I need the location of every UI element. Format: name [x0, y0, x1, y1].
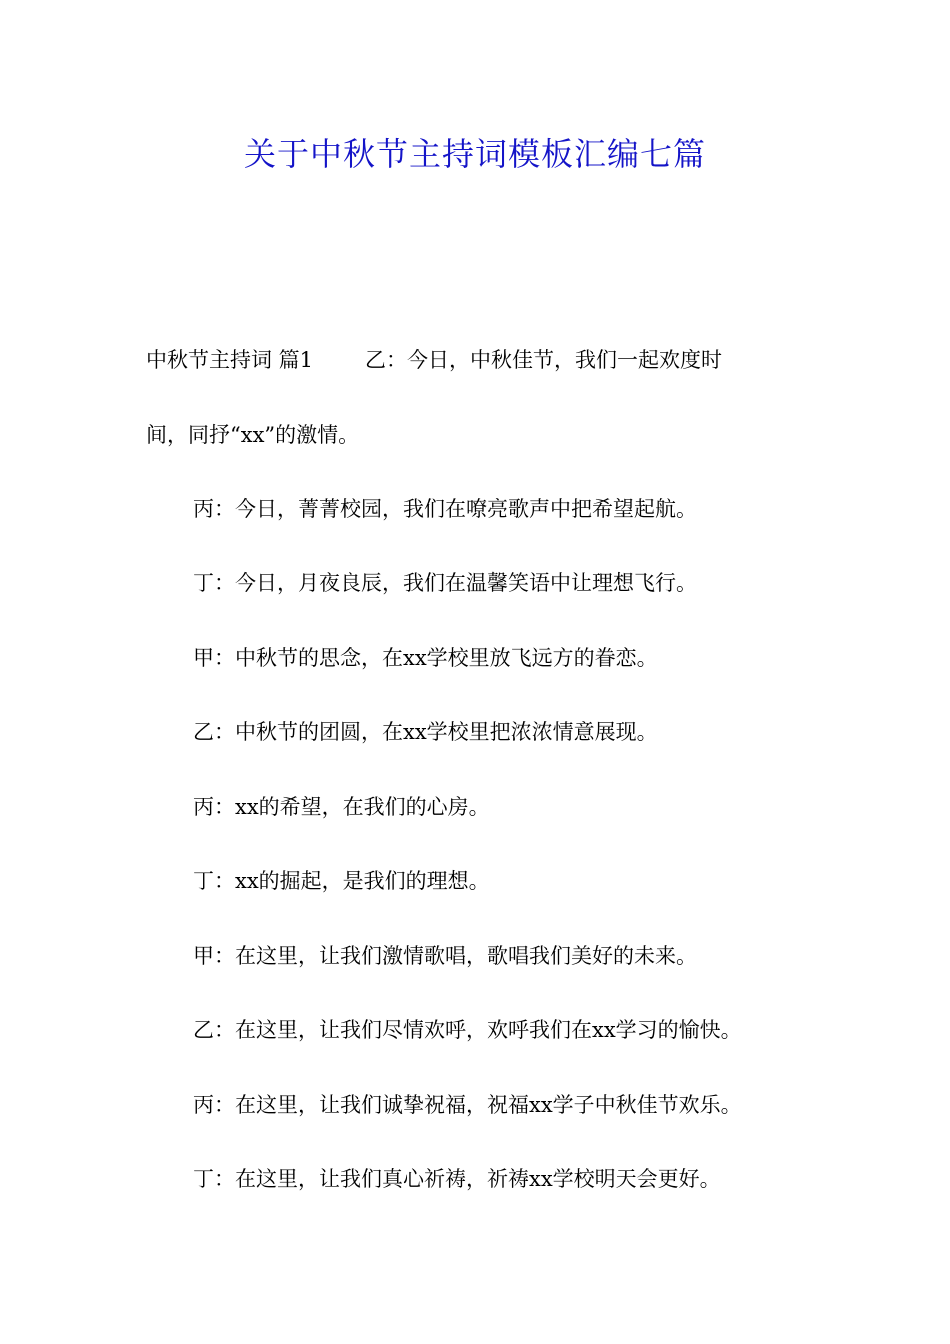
- document-title: 关于中秋节主持词模板汇编七篇: [243, 135, 706, 173]
- dialogue-line: 丙：在这里，让我们诚挚祝福，祝福xx学子中秋佳节欢乐。: [193, 1093, 742, 1117]
- dialogue-line: 乙：中秋节的团圆，在xx学校里把浓浓情意展现。: [193, 720, 658, 744]
- first-paragraph-line-2: 间，同抒“xx”的激情。: [146, 423, 360, 447]
- first-paragraph-line-1: [146, 345, 816, 375]
- section-heading: 中秋节主持词 篇1: [146, 348, 314, 372]
- dialogue-line: 丁：今日，月夜良辰，我们在温馨笑语中让理想飞行。: [193, 571, 697, 595]
- dialogue-line: 丙：xx的希望，在我们的心房。: [193, 795, 490, 819]
- dialogue-line: 甲：在这里，让我们激情歌唱，歌唱我们美好的未来。: [193, 944, 697, 968]
- dialogue-line: 丙：今日，菁菁校园，我们在嘹亮歌声中把希望起航。: [193, 497, 697, 521]
- dialogue-line: 丁：xx的掘起，是我们的理想。: [193, 869, 490, 893]
- dialogue-line: 乙：在这里，让我们尽情欢呼，欢呼我们在xx学习的愉快。: [193, 1018, 742, 1042]
- dialogue-line: 甲：中秋节的思念，在xx学校里放飞远方的眷恋。: [193, 646, 658, 670]
- dialogue-line: 丁：在这里，让我们真心祈祷，祈祷xx学校明天会更好。: [193, 1167, 721, 1191]
- dialogue-text: 乙：今日，中秋佳节，我们一起欢度时: [365, 348, 723, 372]
